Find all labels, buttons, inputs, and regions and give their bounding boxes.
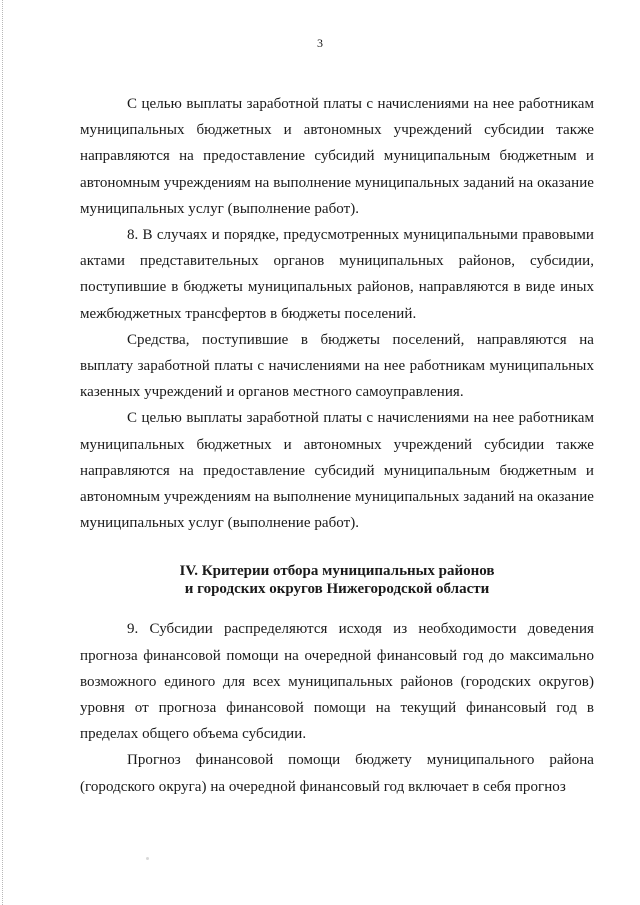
document-body [80,91,594,800]
paragraph-clause-8: 8. В случаях и порядке, предусмотренных муниципальными правовыми актами представительных органов муниципальных районов, субсидии, поступившие в бюджеты муниципальных районов, направляются в виде иных межбюджетных трансфертов в бюджеты поселений. [80,227,594,322]
section-heading [80,562,594,598]
section-heading-line-2: и городских округов Нижегородской области [184,581,490,598]
paragraph-clause-9: 9. Субсидии распределяются исходя из необходимости доведения прогноза финансовой помощи на очередной финансовый год до максимально возможного единого для всех муниципальных районов (городских округов) уровня от прогноза финансовой помощи на текущий финансовый год в пределах общего объема субсидии. [80,621,594,743]
section-heading-line-1: IV. Критерии отбора муниципальных районов [179,563,495,580]
paragraph-subsidy-purpose: С целью выплаты заработной платы с начислениями на нее работникам муниципальных бюджетных и автономных учреждений субсидии также направляются на предоставление субсидий муниципальным бюджетным и автономным учреждениям на выполнение муниципальных заданий на оказание муниципальных услуг (выполнение работ). [80,96,594,217]
paragraph-settlement-funds: Средства, поступившие в бюджеты поселений, направляются на выплату заработной платы с начислениями на нее работникам муниципальных казенных учреждений и органов местного самоуправления. [80,331,594,401]
paragraph-forecast: Прогноз финансовой помощи бюджету муниципального района (городского округа) на очередной финансовый год включает в себя прогноз [80,752,594,795]
paragraph-subsidy-purpose-repeat: С целью выплаты заработной платы с начислениями на нее работникам муниципальных бюджетных и автономных учреждений субсидии также направляются на предоставление субсидий муниципальным бюджетным и автономным учреждениям на выполнение муниципальных заданий на оказание муниципальных услуг (выполнение работ). [80,410,594,532]
scan-edge [2,0,4,905]
scan-speck [146,857,149,860]
page-number: 3 [317,36,323,50]
